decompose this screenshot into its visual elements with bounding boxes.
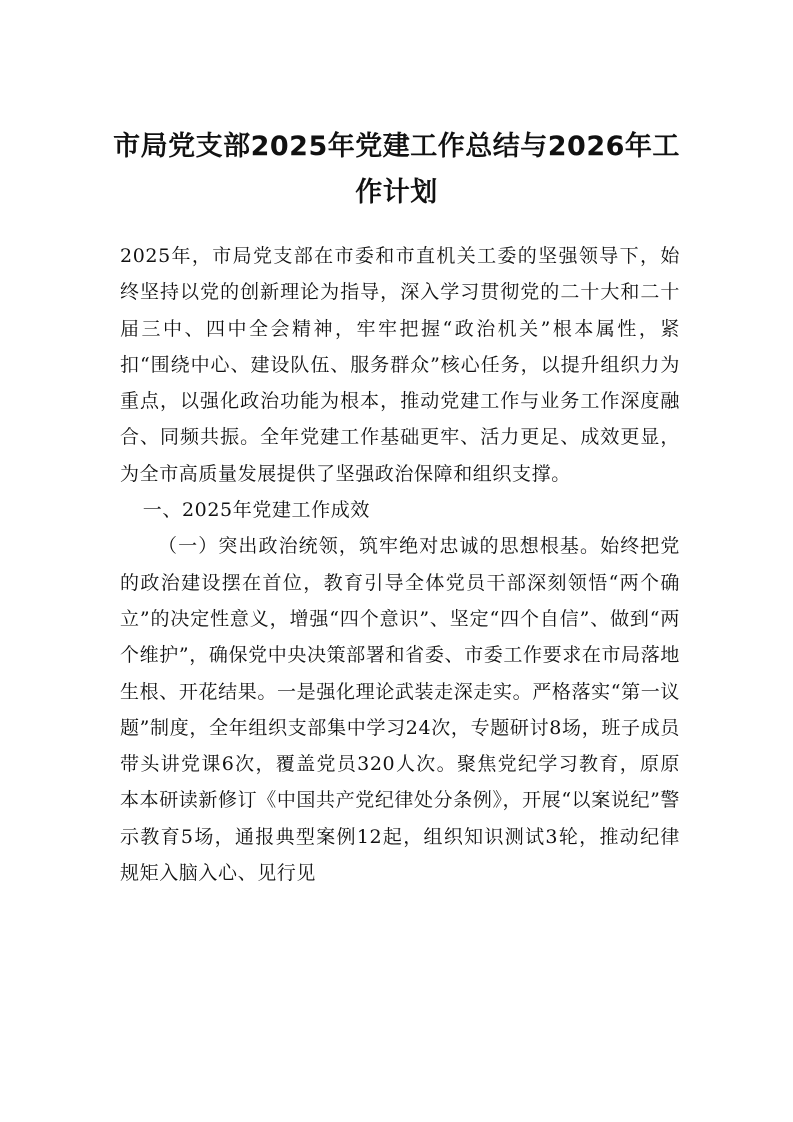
intro-paragraph: 2025年，市局党支部在市委和市直机关工委的坚强领导下，始终坚持以党的创新理论为指导，深入学习贯彻党的二十大和二十届三中、四中全会精神，牢牢把握“政治机关”根本属性，紧扣“围绕中心、建设队伍、服务群众”核心任务，以提升组织力为重点，以强化政治功能为根本，推动党建工作与业务工作深度融合、同频共振。全年党建工作基础更牢、活力更足、成效更显，为全市高质量发展提供了坚强政治保障和组织支撑。 bbox=[120, 245, 680, 485]
document-body bbox=[120, 238, 680, 891]
body-paragraph: （一）突出政治统领，筑牢绝对忠诚的思想根基。始终把党的政治建设摆在首位，教育引导全体党员干部深刻领悟“两个确立”的决定性意义，增强“四个意识”、坚定“四个自信”、做到“两个维护”，确保党中央决策部署和省委、市委工作要求在市局落地生根、开花结果。一是强化理论武装走深走实。严格落实“第一议题”制度，全年组织支部集中学习24次，专题研讨8场，班子成员带头讲党课6次，覆盖党员320人次。聚焦党纪学习教育，原原本本研读新修订《中国共产党纪律处分条例》，开展“以案说纪”警示教育5场，通报典型案例12起，组织知识测试3轮，推动纪律规矩入脑入心、见行见 bbox=[120, 535, 680, 885]
document-title: 市局党支部2025年党建工作总结与2026年工作计划 bbox=[113, 131, 680, 208]
section-heading: 一、2025年党建工作成效 bbox=[142, 499, 370, 522]
